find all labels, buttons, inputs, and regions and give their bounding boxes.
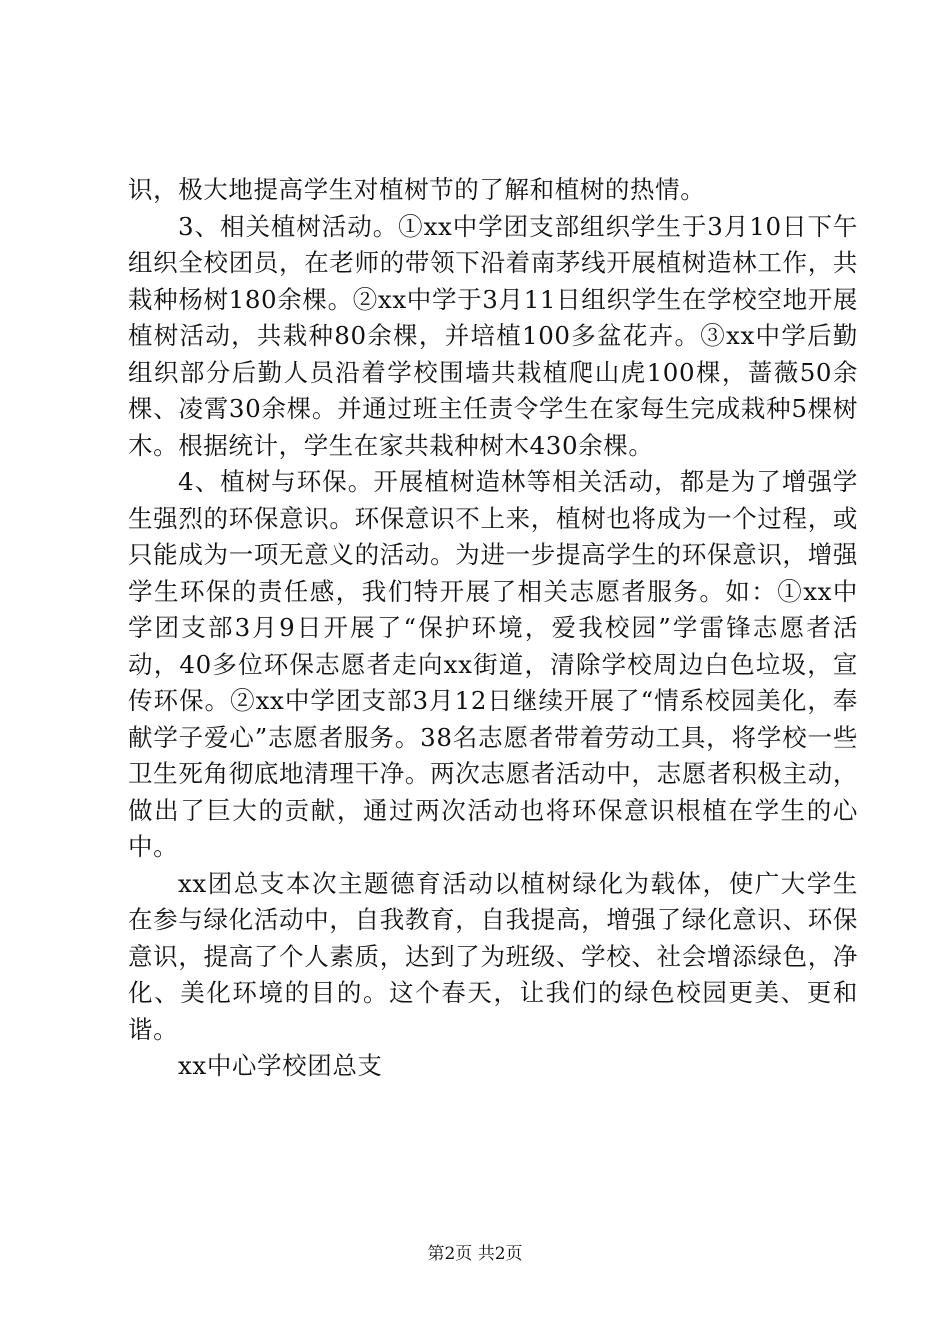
paragraph-tree-planting-activities: 3、相关植树活动。①xx中学团支部组织学生于3月10日下午组织全校团员，在老师的带领下沿着南茅线开展植树造林工作，共栽种杨树180余棵。②xx中学于3月11日组织学生在学校空地开展植树活动，共栽种80余棵，并培植100多盆花卉。③xx中学后勤组织部分后勤人员沿着学校围墙共栽植爬山虎100棵，蔷薇50余棵、凌霄30余棵。并通过班主任责令学生在家每生完成栽种5棵树木。根据统计，学生在家共栽种树木430余棵。	[128, 211, 858, 460]
signature-line: xx中心学校团总支	[178, 1051, 383, 1080]
paragraph-continuation: 识，极大地提高学生对植树节的了解和植树的热情。	[128, 175, 706, 204]
paragraph-summary: xx团总支本次主题德育活动以植树绿化为载体，使广大学生在参与绿化活动中，自我教育，自我提高，增强了绿化意识、环保意识，提高了个人素质，达到了为班级、学校、社会增添绿色，净化、美化环境的目的。这个春天，让我们的绿色校园更美、更和谐。	[128, 868, 858, 1044]
document-body	[128, 172, 858, 1085]
page-number-footer: 第2页 共2页	[427, 1244, 523, 1264]
paragraph-tree-planting-and-environment: 4、植树与环保。开展植树造林等相关活动，都是为了增强学生强烈的环保意识。环保意识不上来，植树也将成为一个过程，或只能成为一项无意义的活动。为进一步提高学生的环保意识，增强学生环保的责任感，我们特开展了相关志愿者服务。如：①xx中学团支部3月9日开展了“保护环境，爱我校园”学雷锋志愿者活动，40多位环保志愿者走向xx街道，清除学校周边白色垃圾，宣传环保。②xx中学团支部3月12日继续开展了“情系校园美化，奉献学子爱心”志愿者服务。38名志愿者带着劳动工具，将学校一些卫生死角彻底地清理干净。两次志愿者活动中，志愿者积极主动，做出了巨大的贡献，通过两次活动也将环保意识根植在学生的心中。	[128, 467, 858, 861]
